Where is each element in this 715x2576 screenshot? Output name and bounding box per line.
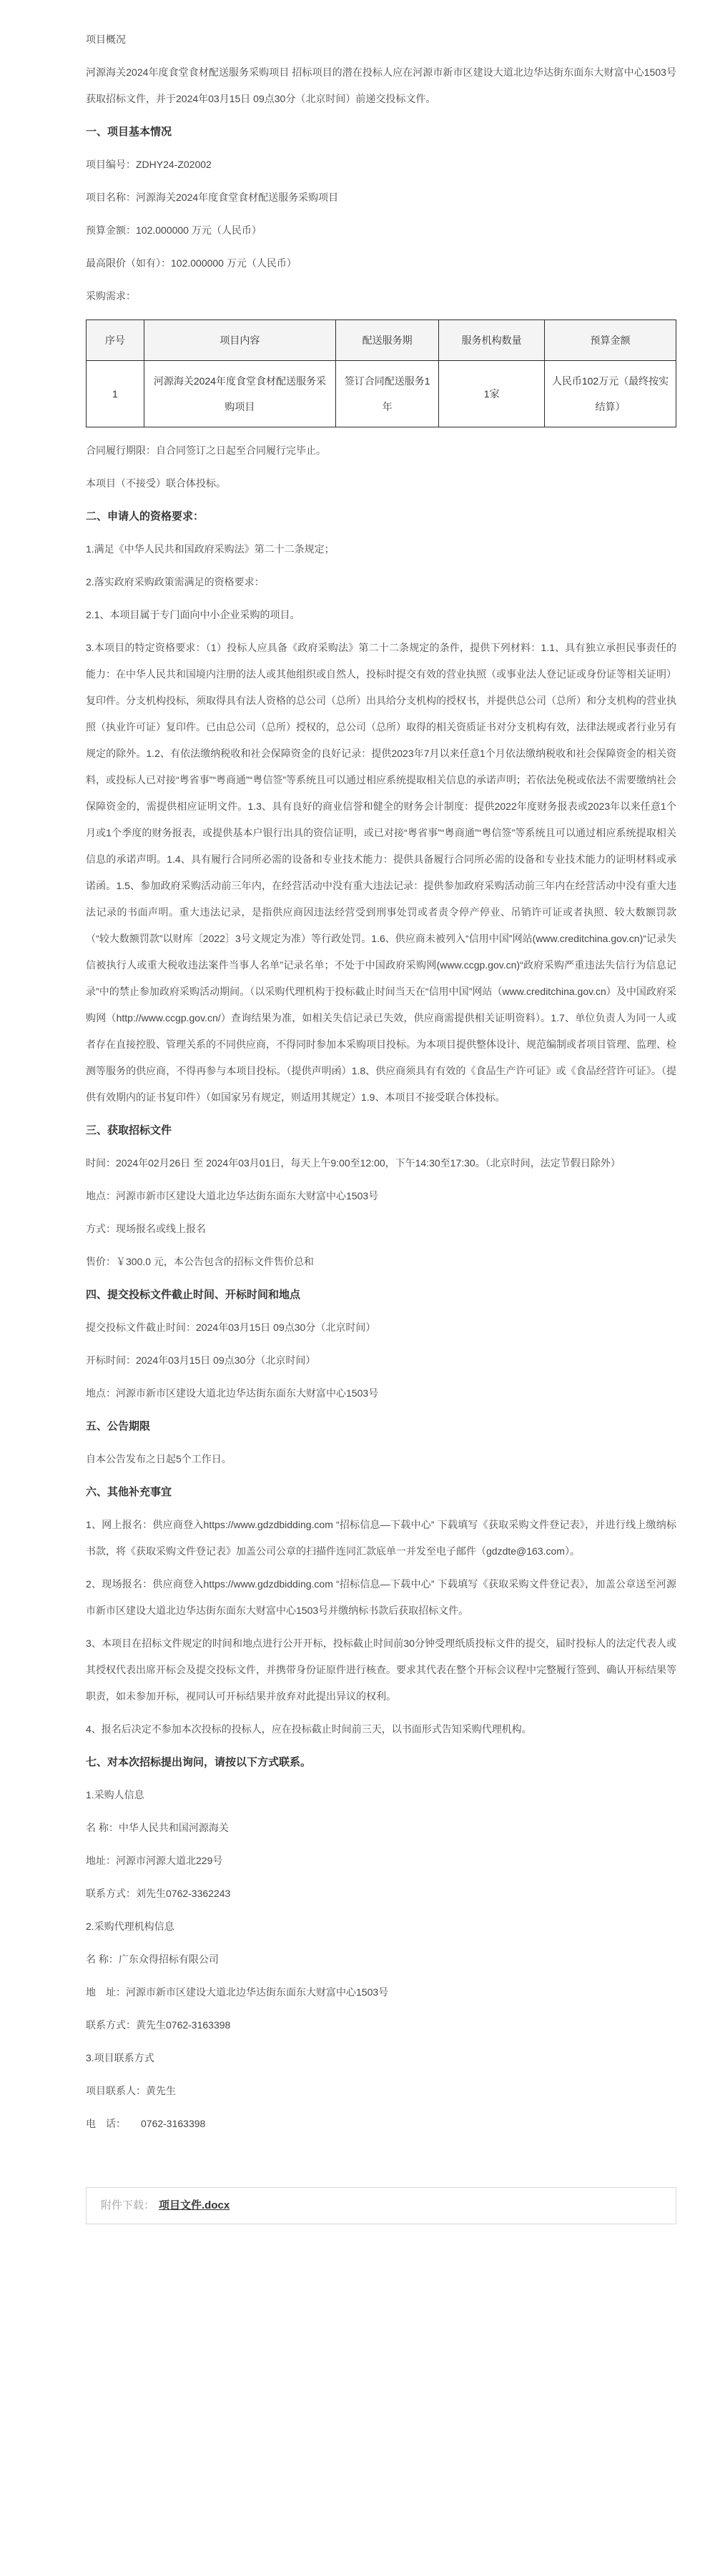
purchaser-contact: 联系方式：刘先生0762-3362243 <box>86 1888 231 1899</box>
section-supplementary-heading: 六、其他补充事宜 <box>86 1486 172 1498</box>
cell-budget: 人民币102万元（最终按实结算） <box>545 361 676 427</box>
table-row <box>87 361 676 427</box>
contract-period-label: 合同履行期限： <box>86 445 156 456</box>
section-obtain-documents-heading: 三、获取招标文件 <box>86 1124 172 1136</box>
qualification-item-2-1: 2.1、本项目属于专门面向中小企业采购的项目。 <box>86 609 300 620</box>
attachment-file-link[interactable]: 项目文件.docx <box>159 2199 230 2211</box>
supplementary-item-2: 2、现场报名：供应商登入https://www.gdzdbidding.com “招标信息—下载中心” 下载填写《获取采购文件登记表》，加盖公章送至河源市新市区建设大道北边华达街东面东大财富中心1503号并缴纳标书款后获取招标文件。 <box>86 1578 676 1616</box>
budget-label: 预算金额： <box>86 224 136 236</box>
obtain-place-label: 地点： <box>86 1190 116 1202</box>
obtain-place-row <box>86 1183 676 1209</box>
obtain-time-label: 时间： <box>86 1157 116 1169</box>
attachment-download-box <box>86 2187 676 2224</box>
cell-content: 河源海关2024年度食堂食材配送服务采购项目 <box>144 361 335 427</box>
bid-opening-place-value: 河源市新市区建设大道北边华达街东面东大财富中心1503号 <box>116 1387 379 1399</box>
max-price-row <box>86 250 676 277</box>
project-overview-heading: 项目概况 <box>86 34 126 45</box>
cell-seq: 1 <box>87 361 144 427</box>
supplementary-item-1: 1、网上报名：供应商登入https://www.gdzdbidding.com “招标信息—下载中心” 下载填写《获取采购文件登记表》，并进行线上缴纳标书款，将《获取采购文件登记表》加盖公司公章的扫描件连同汇款底单一并发至电子邮件（gdzdte@163.com）。 <box>86 1519 676 1557</box>
bid-opening-time-row <box>86 1347 676 1374</box>
table-header-row <box>87 320 676 361</box>
cell-service-period: 签订合同配送服务1年 <box>335 361 438 427</box>
qualification-item-3: 3.本项目的特定资格要求：（1）投标人应具备《政府采购法》第二十二条规定的条件，提供下列材料：1.1、具有独立承担民事责任的能力：在中华人民共和国境内注册的法人或其他组织或自然人，投标时提交有效的营业执照（或事业法人登记证或身份证等相关证明）复印件。分支机构投标，须取得具有法人资格的总公司（总所）出具给分支机构的授权书，并提供总公司（总所）和分支机构的营业执照（执业许可证）复印件。已由总公司（总所）授权的，总公司（总所）取得的相关资质证书对分支机构有效，法律法规或者行业另有规定的除外。1.2、有依法缴纳税收和社会保障资金的良好记录：提供2023年7月以来任意1个月依法缴纳税收和社会保障资金的相关资料，或投标人已对接“粤省事”“粤商通”“粤信签”等系统且可以通过相应系统提取相关信息的承诺声明；若依法免税或依法不需要缴纳社会保障资金的，需提供相应证明文件。1.3、具有良好的商业信誉和健全的财务会计制度：提供2022年度财务报表或2023年以来任意1个月或1个季度的财务报表，或提供基本户银行出具的资信证明，或已对接“粤省事”“粤商通”“粤信签”等系统且可以通过相应系统提取相关信息的承诺声明。1.4、具有履行合同所必需的设备和专业技术能力：提供具备履行合同所必需的设备和专业技术能力的证明材料或承诺函。1.5、参加政府采购活动前三年内，在经营活动中没有重大违法记录：提供参加政府采购活动前三年内在经营活动中没有重大违法记录的书面声明。重大违法记录，是指供应商因违法经营受到刑事处罚或者责令停产停业、吊销许可证或者执照、较大数额罚款（“较大数额罚款”以财库〔2022〕3号文规定为准）等行政处罚。1.6、供应商未被列入“信用中国”网站(www.creditchina.gov.cn)“记录失信被执行人或重大税收违法案件当事人名单”记录名单；不处于中国政府采购网(www.ccgp.gov.cn)“政府采购严重违法失信行为信息记录”中的禁止参加政府采购活动期间。（以采购代理机构于投标截止时间当天在“信用中国”网站（www.creditchina.gov.cn）及中国政府采购网（http://www.ccgp.gov.cn/）查询结果为准，如相关失信记录已失效，供应商需提供相关证明资料）。1.7、单位负责人为同一人或者存在直接控股、管理关系的不同供应商，不得同时参加本采购项目投标。为本项目提供整体设计、规范编制或者项目管理、监理、检测等服务的供应商，不得再参与本项目投标。（提供声明函）1.8、供应商须具有有效的《食品生产许可证》或《食品经营许可证》。（提供有效期内的证书复印件）（如国家另有规定，则适用其规定）1.9、本项目不接受联合体投标。 <box>86 642 676 1103</box>
project-number-row <box>86 152 676 178</box>
max-price-label: 最高限价（如有）： <box>86 257 171 269</box>
attachment-download-label: 附件下载： <box>101 2199 155 2211</box>
section-qualification-heading: 二、申请人的资格要求： <box>86 510 204 522</box>
agency-contact: 联系方式：黄先生0762-3163398 <box>86 2019 231 2031</box>
submission-deadline-row <box>86 1314 676 1341</box>
document-price-label: 售价： <box>86 1256 116 1267</box>
obtain-time-row <box>86 1150 676 1176</box>
obtain-method-value: 现场报名或线上报名 <box>116 1223 206 1234</box>
document-price-value: ￥300.0 元，本公告包含的招标文件售价总和 <box>116 1256 314 1267</box>
section-contact-heading: 七、对本次招标提出询问，请按以下方式联系。 <box>86 1756 312 1768</box>
purchaser-info-heading: 1.采购人信息 <box>86 1789 144 1800</box>
agency-info-heading: 2.采购代理机构信息 <box>86 1921 174 1932</box>
submission-deadline-value: 2024年03月15日 09点30分（北京时间） <box>196 1322 376 1333</box>
col-header-agency-count: 服务机构数量 <box>439 320 545 361</box>
procurement-demand-label: 采购需求： <box>86 290 136 302</box>
project-contact-phone: 电 话： 0762-3163398 <box>86 2118 206 2129</box>
bid-opening-place-label: 地点： <box>86 1387 116 1399</box>
section-basic-info-heading: 一、项目基本情况 <box>86 126 172 138</box>
document-price-row <box>86 1249 676 1275</box>
tender-announcement-document <box>86 0 676 2246</box>
section-announcement-period-heading: 五、公告期限 <box>86 1420 151 1432</box>
project-number-label: 项目编号： <box>86 159 136 170</box>
project-name-value: 河源海关2024年度食堂食材配送服务采购项目 <box>136 192 339 203</box>
col-header-seq: 序号 <box>87 320 144 361</box>
contract-period-row <box>86 437 676 464</box>
max-price-value: 102.000000 万元（人民币） <box>171 257 297 269</box>
obtain-time-value: 2024年02月26日 至 2024年03月01日，每天上午9:00至12:00，下午14:30至17:30。（北京时间，法定节假日除外） <box>116 1157 621 1169</box>
obtain-method-label: 方式： <box>86 1223 116 1234</box>
bid-opening-time-label: 开标时间： <box>86 1354 136 1366</box>
agency-name: 名 称：广东众得招标有限公司 <box>86 1953 219 1965</box>
supplementary-item-4: 4、报名后决定不参加本次投标的投标人，应在投标截止时间前三天，以书面形式告知采购代理机构。 <box>86 1723 532 1735</box>
obtain-method-row <box>86 1216 676 1242</box>
supplementary-item-3: 3、本项目在招标文件规定的时间和地点进行公开开标，投标截止时间前30分钟受理纸质投标文件的提交，届时投标人的法定代表人或其授权代表出席开标会及提交投标文件，并携带身份证原件进行核查。要求其代表在整个开标会议程中完整履行签到、确认开标结果等职责，如未参加开标，视同认可开标结果并放弃对此提出异议的权利。 <box>86 1638 676 1702</box>
project-name-label: 项目名称： <box>86 192 136 203</box>
col-header-content: 项目内容 <box>144 320 335 361</box>
consortium-statement: 本项目（不接受）联合体投标。 <box>86 477 226 489</box>
announcement-period-text: 自本公告发布之日起5个工作日。 <box>86 1453 232 1465</box>
budget-row <box>86 217 676 244</box>
obtain-place-value: 河源市新市区建设大道北边华达街东面东大财富中心1503号 <box>116 1190 379 1202</box>
col-header-budget: 预算金额 <box>545 320 676 361</box>
submission-deadline-label: 提交投标文件截止时间： <box>86 1322 196 1333</box>
project-name-row <box>86 184 676 211</box>
project-number-value: ZDHY24-Z02002 <box>136 159 212 170</box>
project-contact-heading: 3.项目联系方式 <box>86 2052 154 2064</box>
budget-value: 102.000000 万元（人民币） <box>136 224 262 236</box>
procurement-requirement-table <box>86 319 676 427</box>
col-header-service-period: 配送服务期 <box>335 320 438 361</box>
agency-address: 地 址：河源市新市区建设大道北边华达街东面东大财富中心1503号 <box>86 1986 389 1998</box>
project-contact-person: 项目联系人：黄先生 <box>86 2085 176 2096</box>
purchaser-name: 名 称：中华人民共和国河源海关 <box>86 1822 229 1833</box>
qualification-item-1: 1.满足《中华人民共和国政府采购法》第二十二条规定； <box>86 543 335 555</box>
contract-period-value: 自合同签订之日起至合同履行完毕止。 <box>156 445 326 456</box>
bid-opening-place-row <box>86 1380 676 1407</box>
cell-agency-count: 1家 <box>439 361 545 427</box>
bid-opening-time-value: 2024年03月15日 09点30分（北京时间） <box>136 1354 316 1366</box>
project-overview-text: 河源海关2024年度食堂食材配送服务采购项目 招标项目的潜在投标人应在河源市新市区建设大道北边华达街东面东大财富中心1503号获取招标文件，并于2024年03月15日 09点30分（北京时间）前递交投标文件。 <box>86 66 676 104</box>
section-submission-heading: 四、提交投标文件截止时间、开标时间和地点 <box>86 1289 301 1301</box>
qualification-item-2: 2.落实政府采购政策需满足的资格要求： <box>86 576 265 588</box>
purchaser-address: 地址：河源市河源大道北229号 <box>86 1855 223 1866</box>
